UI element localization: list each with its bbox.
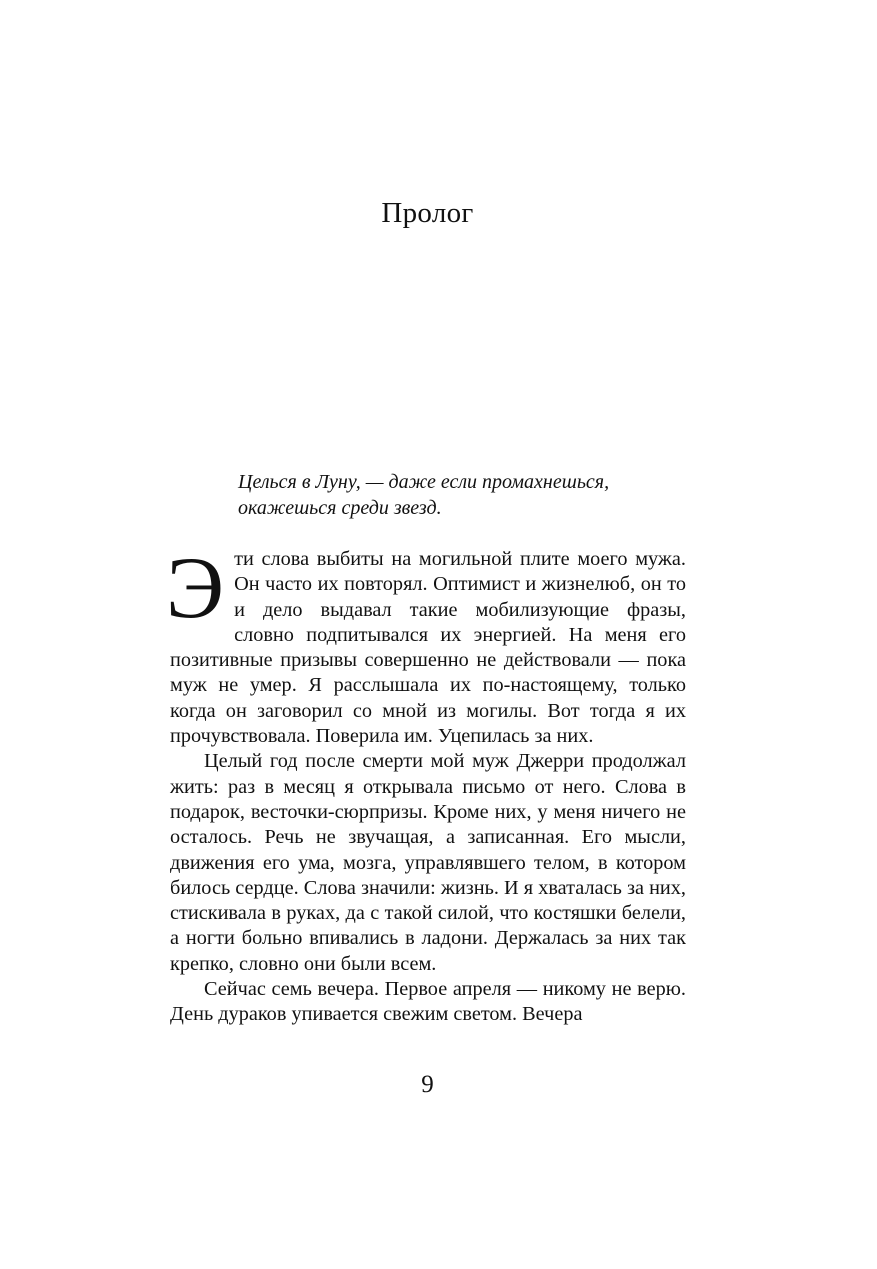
drop-cap: Э: [166, 540, 225, 637]
paragraph-1-text: ти слова выбиты на могильной плите моего мужа. Он часто их повторял. Оптимист и жизнелюб, он то и дело выдавал такие мобилизующие фразы, словно подпитывался их энергией. На меня его позитивные призывы совершенно не действовали — пока муж не умер. Я расслышала их по-настоящему, только когда он заговорил со мной из могилы. Вот тогда я их прочувствовала. Поверила им. Уцепилась за них.: [170, 548, 686, 748]
chapter-title: Пролог: [381, 197, 474, 229]
paragraph-2: Целый год после смерти мой муж Джерри продолжал жить: раз в месяц я открывала письмо от него. Слова в подарок, весточки-сюрпризы. Кроме них, у меня ничего не осталось. Речь не звучащая, а записанная. Его мысли, движения его ума, мозга, управлявшего телом, в котором билось сердце. Слова значили: жизнь. И я хваталась за них, стискивала в руках, да с такой силой, что костяшки белели, а ногти больно впивались в ладони. Держалась за них так крепко, словно они были всем.: [170, 750, 686, 975]
paragraph-1: [166, 540, 686, 749]
epigraph: Целься в Луну, — даже если промахнешься, окажешься среди звезд.: [238, 471, 610, 519]
body-text: [166, 540, 686, 1028]
paragraph-3: Сейчас семь вечера. Первое апреля — никому не верю. День дураков упивается свежим светом. Вечера: [170, 978, 686, 1026]
page-number: 9: [421, 1071, 434, 1098]
